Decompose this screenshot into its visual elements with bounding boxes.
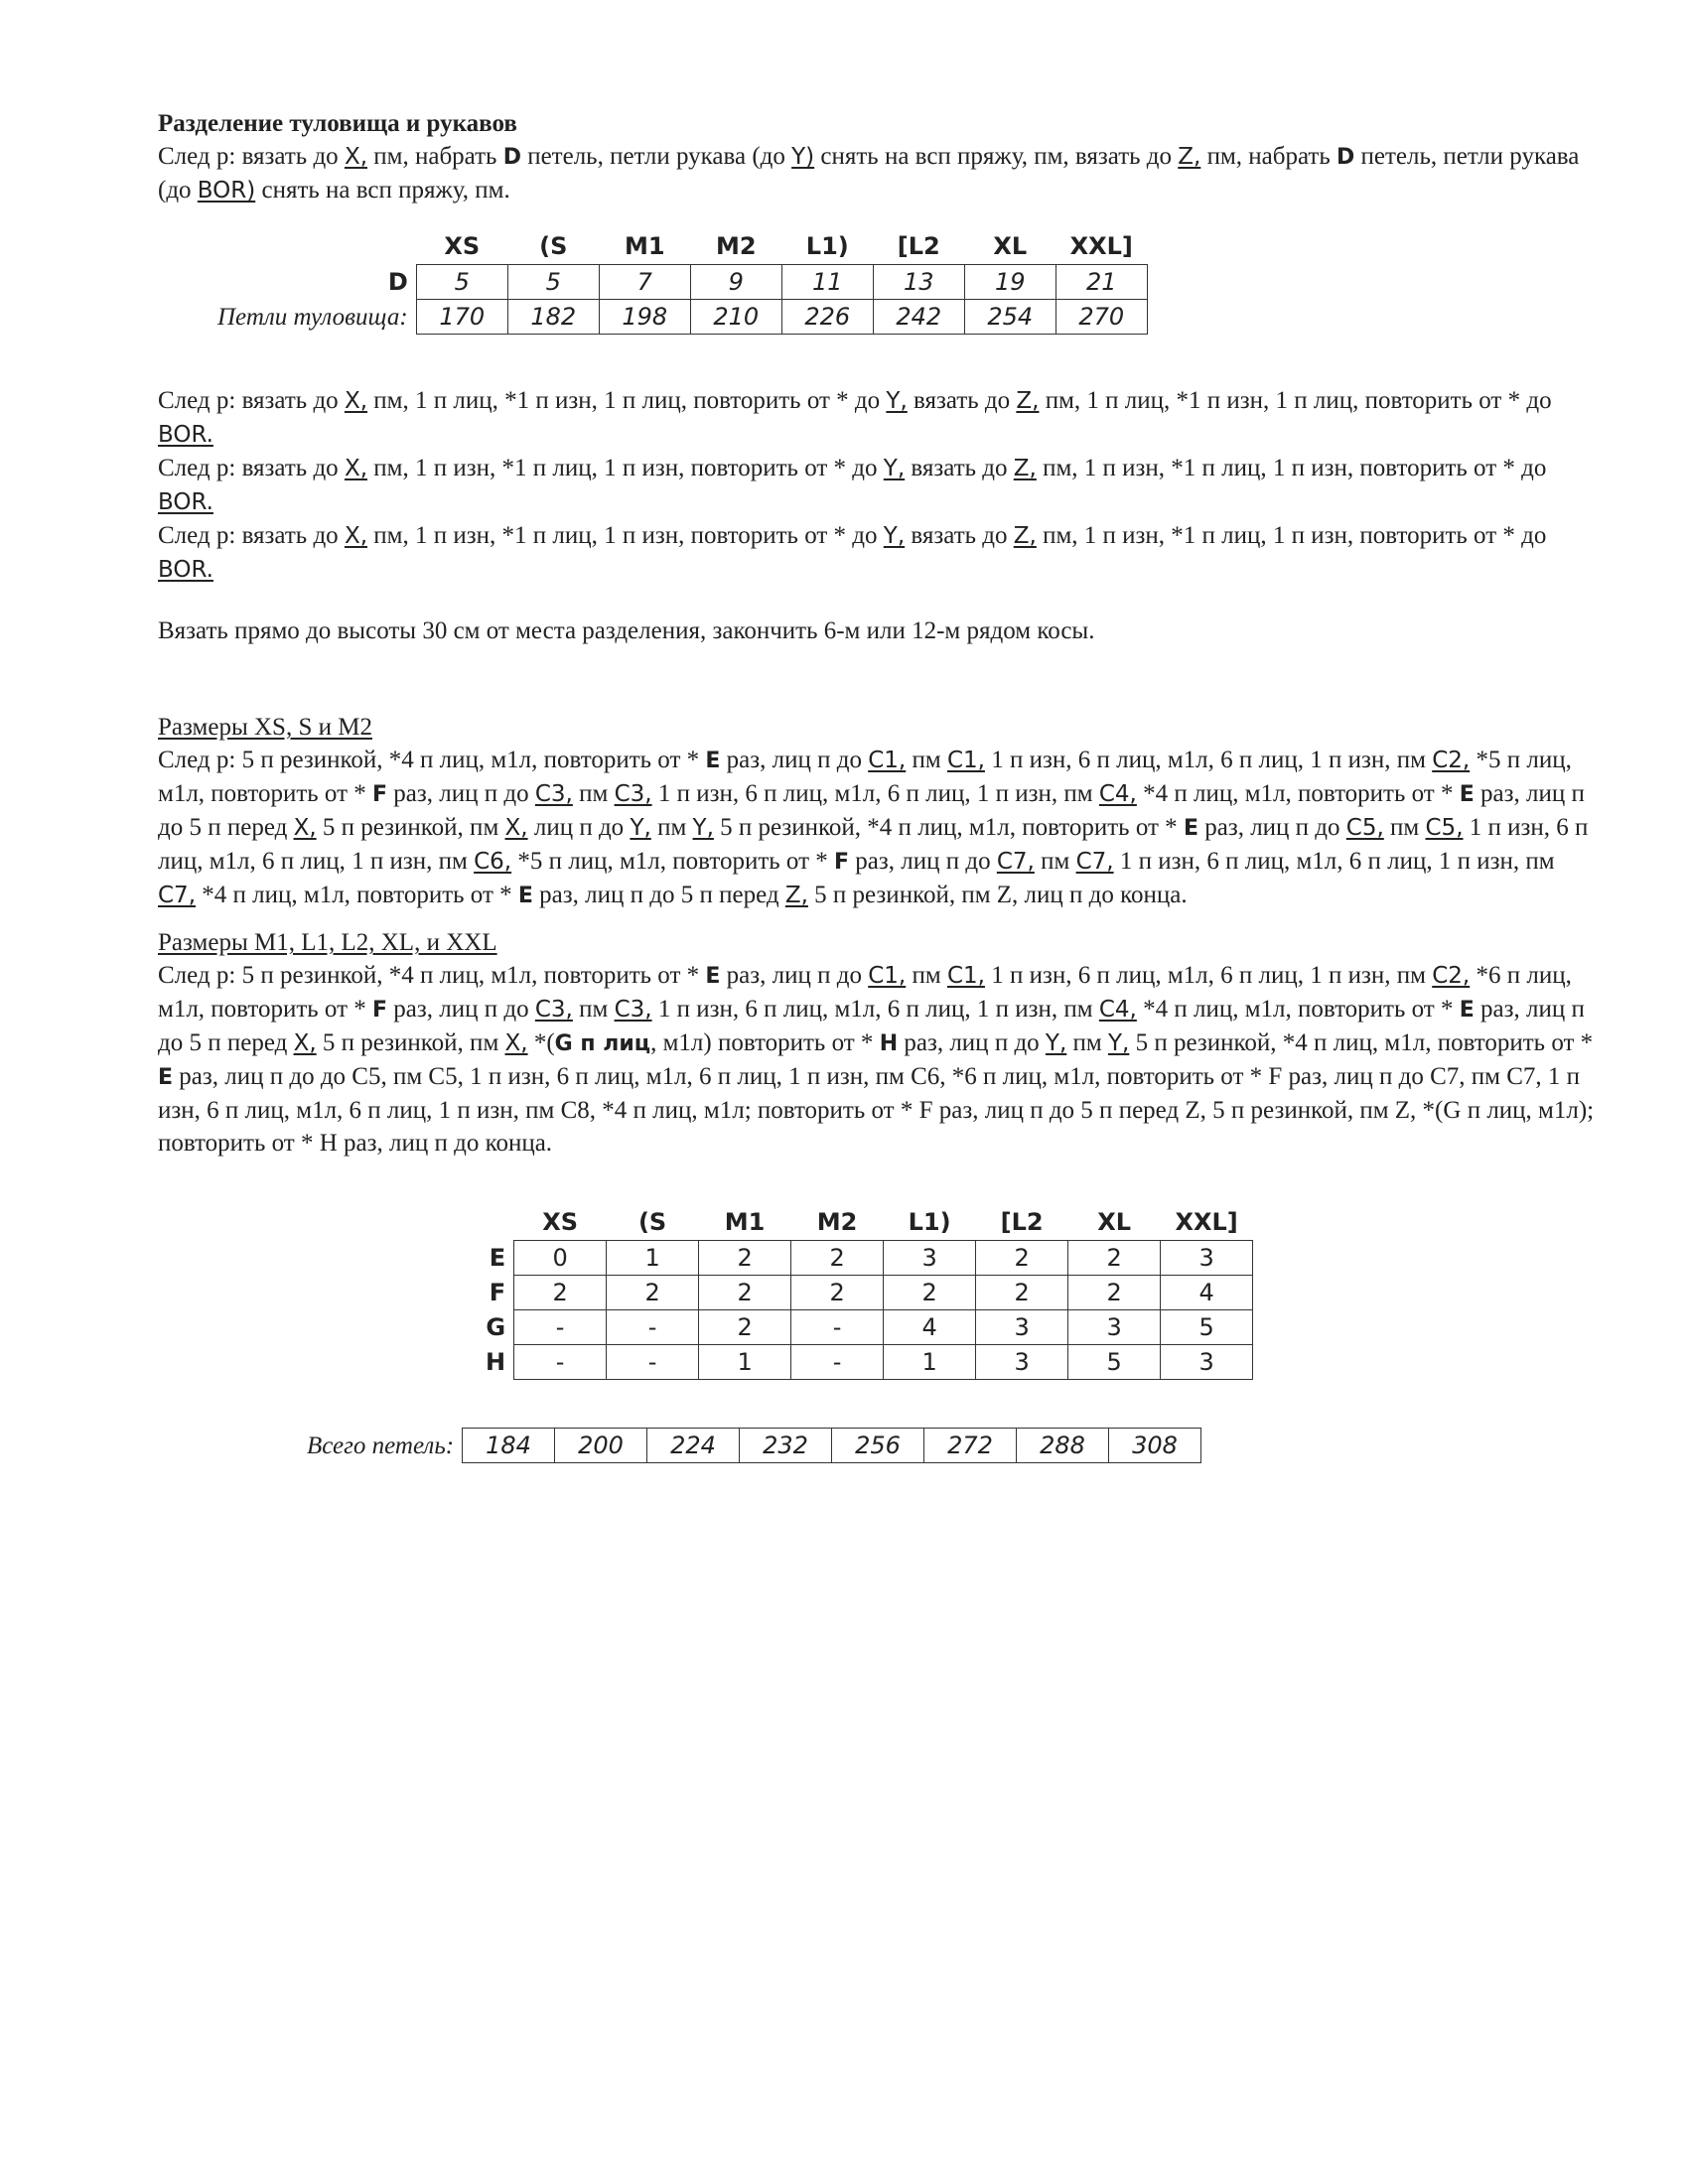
table-cell: 2 (1068, 1241, 1161, 1276)
table-cell: 2 (699, 1241, 791, 1276)
table-cell: 3 (1161, 1241, 1253, 1276)
table-cell: 3 (1068, 1310, 1161, 1345)
table-cell: 7 (599, 265, 690, 300)
sizes-a-instruction: След р: 5 п резинкой, *4 п лиц, м1л, повторить от * E раз, лиц п до C1, пм C1, 1 п изн, 6 п лиц, м1л, 6 п лиц, 1 п изн, пм C2, *5 п лиц, м1л, повторить от * F раз, лиц п до C3, пм C3, 1 п изн, 6 п лиц, м1л, 6 п лиц, 1 п изн, пм C4, *4 п лиц, м1л, повторить от * E раз, лиц п до 5 п перед X, 5 п резинкой, пм X, лиц п до Y, пм Y, 5 п резинкой, *4 п лиц, м1л, повторить от * E раз, лиц п до C5, пм C5, 1 п изн, 6 п лиц, м1л, 6 п лиц, 1 п изн, пм C6, *5 п лиц, м1л, повторить от * F раз, лиц п до C7, пм C7, 1 п изн, 6 п лиц, м1л, 6 п лиц, 1 п изн, пм C7, *4 п лиц, м1л, повторить от * E раз, лиц п до 5 п перед Z, 5 п резинкой, пм Z, лиц п до конца. (158, 747, 1589, 908)
size-header: XS (542, 1208, 578, 1236)
size-header: (S (637, 1208, 667, 1236)
size-header: XL (993, 232, 1028, 260)
table-cell: 182 (507, 300, 599, 335)
table-row (486, 1241, 1253, 1276)
table-cell: 1 (699, 1345, 791, 1380)
table-cell: 224 (647, 1429, 740, 1463)
table-cell: 4 (1161, 1276, 1253, 1310)
size-header: XL (1097, 1208, 1131, 1236)
table-cell: 2 (699, 1276, 791, 1310)
table-cell: 254 (964, 300, 1055, 335)
table-cell: 3 (976, 1345, 1068, 1380)
row-label: D (387, 267, 408, 296)
table-row (486, 1276, 1253, 1310)
size-header: M2 (816, 1208, 858, 1236)
table-cell: 5 (1161, 1310, 1253, 1345)
table-cell: 3 (1161, 1345, 1253, 1380)
table-cell: 13 (873, 265, 964, 300)
table-cell: 200 (555, 1429, 647, 1463)
table-cell: 2 (607, 1276, 699, 1310)
size-header: M1 (724, 1208, 766, 1236)
size-header: [L2 (1000, 1208, 1044, 1236)
table-cell: - (607, 1345, 699, 1380)
table-cell: 256 (832, 1429, 924, 1463)
table-cell: - (791, 1345, 884, 1380)
size-header: XS (444, 232, 481, 260)
table-cell: 270 (1055, 300, 1147, 335)
table-cell: - (514, 1345, 607, 1380)
table-cell: 170 (416, 300, 507, 335)
repeat-counts-table (486, 1205, 1253, 1380)
table-cell: 308 (1109, 1429, 1201, 1463)
table-cell: 232 (740, 1429, 832, 1463)
table-row (486, 1345, 1253, 1380)
sizes-b-heading: Размеры M1, L1, L2, XL, и XXL (158, 929, 497, 956)
table-cell: 226 (781, 300, 873, 335)
split-paragraph: След р: вязать до X, пм, набрать D петель, петли рукава (до Y) снять на всп пряжу, пм, вязать до Z, пм, набрать D петель, петли рукава (до BOR) снять на всп пряжу, пм. (158, 143, 1580, 204)
table-cell: 2 (976, 1276, 1068, 1310)
table-cell: 11 (781, 265, 873, 300)
table-cell: 3 (976, 1310, 1068, 1345)
row-instruction-3: След р: вязать до X, пм, 1 п изн, *1 п лиц, 1 п изн, повторить от * до Y, вязать до Z, пм, 1 п изн, *1 п лиц, 1 п изн, повторить от * до BOR. (158, 522, 1547, 583)
table-cell: 1 (884, 1345, 976, 1380)
size-header: L1) (908, 1208, 951, 1236)
table-cell: 2 (514, 1276, 607, 1310)
row-label: F (489, 1278, 506, 1306)
sizes-b-instruction: След р: 5 п резинкой, *4 п лиц, м1л, повторить от * E раз, лиц п до C1, пм C1, 1 п изн, 6 п лиц, м1л, 6 п лиц, 1 п изн, пм C2, *6 п лиц, м1л, повторить от * F раз, лиц п до C3, пм C3, 1 п изн, 6 п лиц, м1л, 6 п лиц, 1 п изн, пм C4, *4 п лиц, м1л, повторить от * E раз, лиц п до 5 п перед X, 5 п резинкой, пм X, *(G п лиц, м1л) повторить от * H раз, лиц п до Y, пм Y, 5 п резинкой, *4 п лиц, м1л, повторить от * E раз, лиц п до до С5, пм С5, 1 п изн, 6 п лиц, м1л, 6 п лиц, 1 п изн, пм С6, *6 п лиц, м1л, повторить от * F раз, лиц п до С7, пм С7, 1 п изн, 6 п лиц, м1л, 6 п лиц, 1 п изн, пм С8, *4 п лиц, м1л; повторить от * F раз, лиц п до 5 п перед Z, 5 п резинкой, пм Z, *(G п лиц, м1л); повторить от * H раз, лиц п до конца. (158, 962, 1595, 1157)
table-cell: 272 (924, 1429, 1017, 1463)
table-cell: 2 (884, 1276, 976, 1310)
table-cell: 198 (599, 300, 690, 335)
size-header: XXL] (1175, 1208, 1238, 1236)
table-cell: 1 (607, 1241, 699, 1276)
section-title: Разделение туловища и рукавов (158, 110, 517, 137)
table-cell: 2 (791, 1241, 884, 1276)
size-header: M1 (624, 232, 665, 260)
table-cell: 4 (884, 1310, 976, 1345)
row-label: Всего петель: (307, 1432, 455, 1459)
table-row (486, 1310, 1253, 1345)
sizes-a-heading: Размеры XS, S и M2 (158, 714, 372, 741)
stitch-table-d (217, 229, 1148, 335)
size-header: (S (539, 232, 568, 260)
row-label: H (486, 1347, 506, 1376)
table-row (217, 300, 1147, 335)
table-cell: 3 (884, 1241, 976, 1276)
table-cell: 2 (791, 1276, 884, 1310)
table-cell: 21 (1055, 265, 1147, 300)
size-header: L1) (805, 232, 849, 260)
knit-straight-instruction: Вязать прямо до высоты 30 см от места разделения, закончить 6-м или 12-м рядом косы. (158, 617, 1095, 644)
table-cell: - (791, 1310, 884, 1345)
table-row (307, 1429, 1201, 1463)
size-header: [L2 (897, 232, 940, 260)
table-cell: - (607, 1310, 699, 1345)
size-header: XXL] (1069, 232, 1133, 260)
row-label: G (486, 1312, 506, 1341)
row-instruction-1: След р: вязать до X, пм, 1 п лиц, *1 п изн, 1 п лиц, повторить от * до Y, вязать до Z, пм, 1 п лиц, *1 п изн, 1 п лиц, повторить от * до BOR. (158, 387, 1552, 448)
table-cell: 5 (507, 265, 599, 300)
table-cell: 242 (873, 300, 964, 335)
total-stitches-table (307, 1428, 1201, 1463)
table-cell: 0 (514, 1241, 607, 1276)
table-row (217, 265, 1147, 300)
row-instruction-2: След р: вязать до X, пм, 1 п изн, *1 п лиц, 1 п изн, повторить от * до Y, вязать до Z, пм, 1 п изн, *1 п лиц, 1 п изн, повторить от * до BOR. (158, 455, 1547, 515)
table-cell: - (514, 1310, 607, 1345)
row-label: Петли туловища: (217, 303, 408, 331)
table-cell: 2 (976, 1241, 1068, 1276)
table-cell: 9 (690, 265, 781, 300)
table-cell: 5 (416, 265, 507, 300)
document-page (158, 107, 1598, 1463)
table-cell: 184 (463, 1429, 555, 1463)
row-label: E (489, 1243, 506, 1272)
table-cell: 288 (1017, 1429, 1109, 1463)
table-cell: 2 (699, 1310, 791, 1345)
table-cell: 5 (1068, 1345, 1161, 1380)
size-header: M2 (715, 232, 757, 260)
table-cell: 210 (690, 300, 781, 335)
table-cell: 19 (964, 265, 1055, 300)
table-cell: 2 (1068, 1276, 1161, 1310)
